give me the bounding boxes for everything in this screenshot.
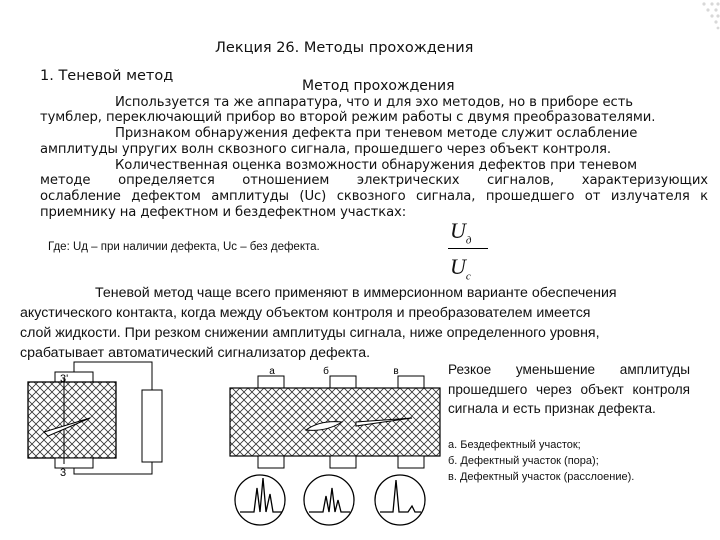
formula-denominator-sub: c xyxy=(465,270,471,283)
text-line: приемнику на дефектном и бездефектном участках: xyxy=(40,205,407,220)
formula-numerator: U xyxy=(450,218,466,243)
legend-item: б. Дефектный участок (пора); xyxy=(448,455,599,467)
corner-dot-pattern xyxy=(660,0,720,60)
legend-item: в. Дефектный участок (расслоение). xyxy=(448,471,635,483)
transducer-label-bottom: 3 xyxy=(60,467,67,479)
diagram-legend xyxy=(448,437,708,485)
transducer-label-top: 3' xyxy=(60,373,69,385)
where-note: Где: Uд – при наличии дефекта, Uc – без дефекта. xyxy=(48,241,320,253)
specimen-left xyxy=(28,372,116,468)
fraction-bar xyxy=(448,248,488,249)
text-line: ослабление дефектом амплитуды (Uс) сквозного сигнала, прошедшего от излучателя к xyxy=(40,189,708,204)
oscillogram-v xyxy=(375,475,425,525)
formula-numerator-sub: д xyxy=(465,234,472,247)
position-label-b: б xyxy=(323,366,329,377)
text-line: Признаком обнаружения дефекта при теневом методе служит ослабление xyxy=(115,126,638,141)
text-line: Используется та же аппаратура, что и для эхо методов, но в приборе есть xyxy=(115,95,633,110)
position-label-v: в xyxy=(393,366,399,377)
text-line: слой жидкости. При резком снижении амплитуды сигнала, ниже определенного уровня, xyxy=(20,325,600,341)
text-line: амплитуды упругих волн сквозного сигнала, прошедшего через объект контроля. xyxy=(40,142,611,157)
page-title: Лекция 26. Методы прохождения xyxy=(215,40,474,56)
text-line: Количественная оценка возможности обнаружения дефектов при теневом xyxy=(115,158,637,173)
specimen-right xyxy=(230,376,440,468)
defect-conclusion: Резкое уменьшение амплитуды прошедшего через объект контроля сигнала и есть признак дефекта. xyxy=(448,362,690,416)
oscillogram-a xyxy=(235,475,285,525)
text-line: срабатывает автоматический сигнализатор дефекта. xyxy=(20,345,371,361)
oscillogram-b xyxy=(304,475,354,525)
section-heading: 1. Теневой метод xyxy=(40,68,174,84)
text-line: акустического контакта, когда между объектом контроля и преобразователем имеется xyxy=(20,305,591,321)
position-label-a: а xyxy=(269,366,275,377)
method-heading: Метод прохождения xyxy=(302,78,455,94)
formula-denominator: U xyxy=(450,254,466,279)
shadow-method-diagram xyxy=(20,360,445,535)
text-line: методе определяется отношением электрических сигналов, характеризующих xyxy=(40,173,708,188)
legend-item: а. Бездефектный участок; xyxy=(448,439,581,451)
text-line: тумблер, переключающий прибор во второй режим работы с двумя преобразователями. xyxy=(40,110,656,125)
text-line: Теневой метод чаще всего применяют в иммерсионном варианте обеспечения xyxy=(95,285,617,301)
